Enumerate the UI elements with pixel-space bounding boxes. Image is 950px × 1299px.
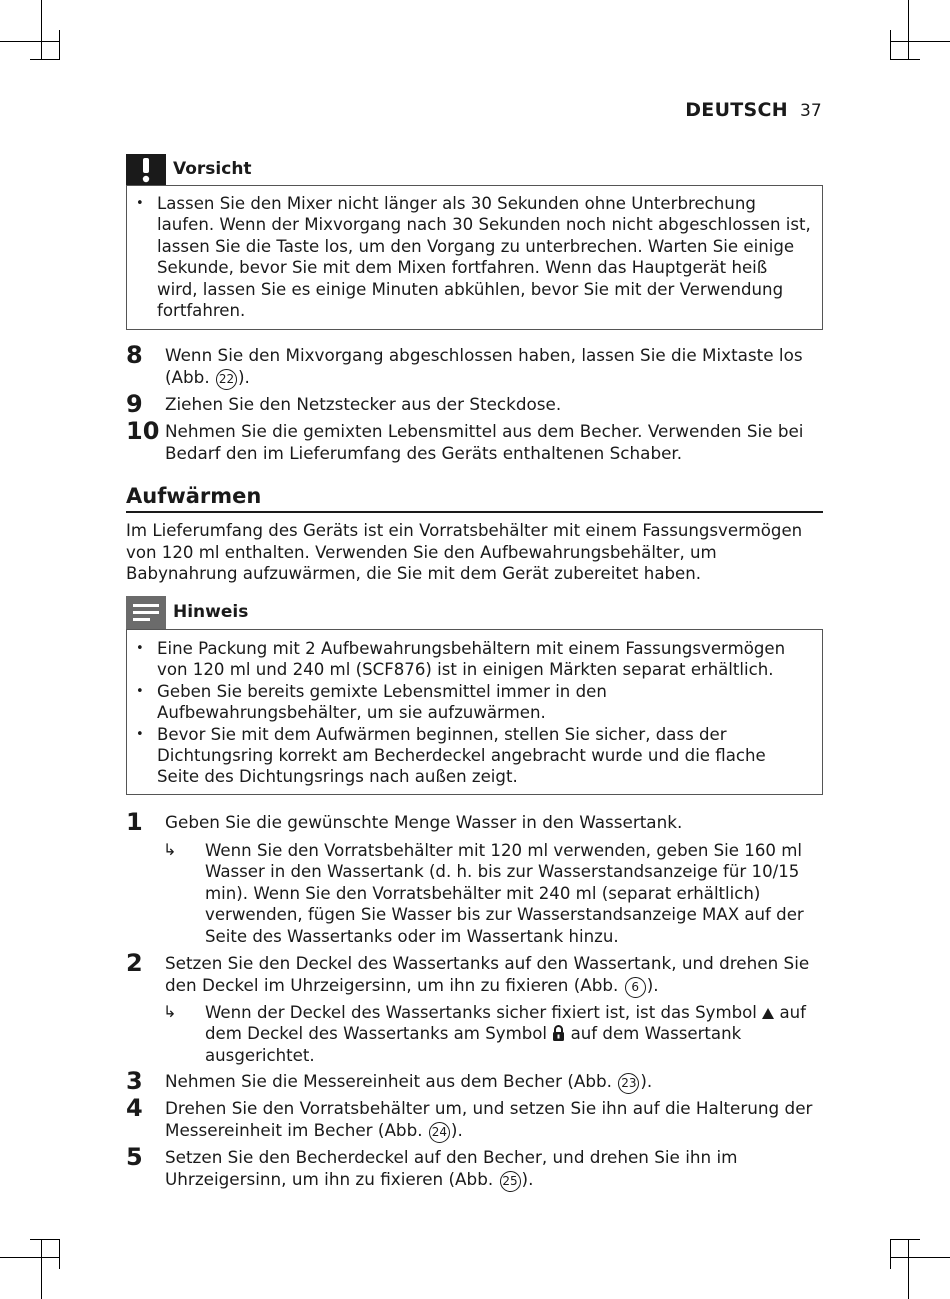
section-title: Aufwärmen	[126, 484, 262, 508]
note-item: • Eine Packung mit 2 Aufbewahrungsbehältern mit einem Fassungsvermögen von 120 ml und 240 ml (SCF876) ist in einigen Märkten separat erhältlich.	[127, 638, 822, 681]
result-text: Wenn Sie den Vorratsbehälter mit 120 ml verwenden, geben Sie 160 ml Wasser in den Wassertank (d. h. bis zur Wasserstandsanzeige für 10/15 min). Wenn Sie den Vorratsbehälter mit 240 ml (separat erhältlich) verwenden, fügen Sie Wasser bis zur Wasserstandsanzeige MAX auf der Seite des Wassertanks oder im Wassertank hinzu.	[205, 841, 804, 946]
caution-box	[126, 185, 823, 330]
crop-mark-top-left-v2	[59, 30, 60, 60]
step-number: 1	[126, 808, 143, 836]
step-number: 8	[126, 341, 143, 369]
crop-mark-bottom-left-v2	[59, 1239, 60, 1269]
crop-mark-bottom-left-h	[0, 1257, 60, 1258]
step-text: Geben Sie die gewünschte Menge Wasser in den Wassertank.	[165, 812, 683, 832]
crop-mark-top-left-h2	[30, 59, 60, 60]
step-text: Nehmen Sie die Messereinheit aus dem Becher (Abb. 23 ).	[165, 1071, 825, 1094]
crop-mark-bottom-left-v	[41, 1239, 42, 1299]
note-item: • Bevor Sie mit dem Aufwärmen beginnen, stellen Sie sicher, dass der Dichtungsring korrekt am Becherdeckel angebracht wurde und die flache Seite des Dichtungsrings nach außen zeigt.	[127, 724, 822, 788]
crop-mark-top-right-v	[908, 0, 909, 60]
caution-header	[126, 154, 823, 186]
figure-ref: 6	[625, 977, 646, 998]
crop-mark-top-right-h2	[890, 59, 920, 60]
note-icon	[126, 596, 166, 629]
step-number: 5	[126, 1143, 143, 1171]
result-arrow-icon: ↳	[163, 1002, 177, 1021]
crop-mark-top-right-h	[890, 41, 950, 42]
step-text: Setzen Sie den Deckel des Wassertanks auf den Wassertank, und drehen Sie den Deckel im Uhrzeigersinn, um ihn zu fixieren (Abb. 6 ).	[165, 953, 825, 998]
result-arrow-icon: ↳	[163, 840, 177, 859]
exclamation-icon	[126, 154, 166, 186]
crop-mark-top-left-h	[0, 41, 60, 42]
section-intro: Im Lieferumfang des Geräts ist ein Vorratsbehälter mit einem Fassungsvermögen von 120 ml enthalten. Verwenden Sie den Aufbewahrungsbehälter, um Babynahrung aufzuwärmen, die Sie mit dem Gerät zubereitet haben.	[126, 521, 803, 583]
step-number: 9	[126, 390, 143, 418]
lock-icon	[552, 1025, 565, 1041]
section-divider	[126, 511, 823, 513]
caution-list	[127, 193, 822, 321]
step-text: Nehmen Sie die gemixten Lebensmittel aus dem Becher. Verwenden Sie bei Bedarf den im Lieferumfang des Geräts enthaltenen Schaber.	[165, 421, 804, 463]
figure-ref: 25	[500, 1171, 521, 1192]
step-number: 10	[126, 417, 160, 445]
caution-item: • Lassen Sie den Mixer nicht länger als 30 Sekunden ohne Unterbrechung laufen. Wenn der Mixvorgang nach 30 Sekunden noch nicht abgeschlossen ist, lassen Sie die Taste los, um den Vorgang zu unterbrechen. Warten Sie einige Sekunde, bevor Sie mit dem Mixen fortfahren. Wenn das Hauptgerät heiß wird, lassen Sie es einige Minuten abkühlen, bevor Sie mit der Verwendung fortfahren.	[127, 193, 822, 321]
crop-mark-bottom-right-v	[908, 1239, 909, 1299]
crop-mark-top-left-v	[41, 0, 42, 60]
figure-ref: 24	[429, 1122, 450, 1143]
step-text: Setzen Sie den Becherdeckel auf den Becher, und drehen Sie ihn im Uhrzeigersinn, um ihn zu fixieren (Abb. 25 ).	[165, 1147, 825, 1192]
step-number: 4	[126, 1094, 143, 1122]
step-number: 3	[126, 1067, 143, 1095]
step-number: 2	[126, 949, 143, 977]
header-language: DEUTSCH	[685, 99, 788, 121]
caution-title: Vorsicht	[173, 159, 252, 179]
step-text: Drehen Sie den Vorratsbehälter um, und setzen Sie ihn auf die Halterung der Messereinheit im Becher (Abb. 24 ).	[165, 1098, 825, 1143]
page-number: 37	[800, 101, 822, 121]
crop-mark-bottom-right-h	[890, 1257, 950, 1258]
note-header	[126, 596, 823, 628]
note-title: Hinweis	[173, 602, 249, 622]
result-text: Wenn der Deckel des Wassertanks sicher fixiert ist, ist das Symbol auf dem Deckel des Wassertanks am Symbol auf dem Wassertank ausgerichtet.	[205, 1003, 807, 1065]
crop-mark-bottom-right-v2	[890, 1239, 891, 1269]
step-text: Ziehen Sie den Netzstecker aus der Steckdose.	[165, 394, 562, 414]
crop-mark-bottom-right-h2	[890, 1239, 920, 1240]
figure-ref: 23	[618, 1073, 639, 1094]
crop-mark-top-right-v2	[890, 30, 891, 60]
figure-ref: 22	[216, 369, 237, 390]
note-item: • Geben Sie bereits gemixte Lebensmittel immer in den Aufbewahrungsbehälter, um sie aufzuwärmen.	[127, 681, 822, 724]
triangle-up-icon	[762, 1008, 774, 1019]
note-list	[127, 638, 822, 788]
crop-mark-bottom-left-h2	[30, 1239, 60, 1240]
note-box	[126, 629, 823, 795]
step-text: Wenn Sie den Mixvorgang abgeschlossen haben, lassen Sie die Mixtaste los (Abb. 22 ).	[165, 345, 825, 390]
